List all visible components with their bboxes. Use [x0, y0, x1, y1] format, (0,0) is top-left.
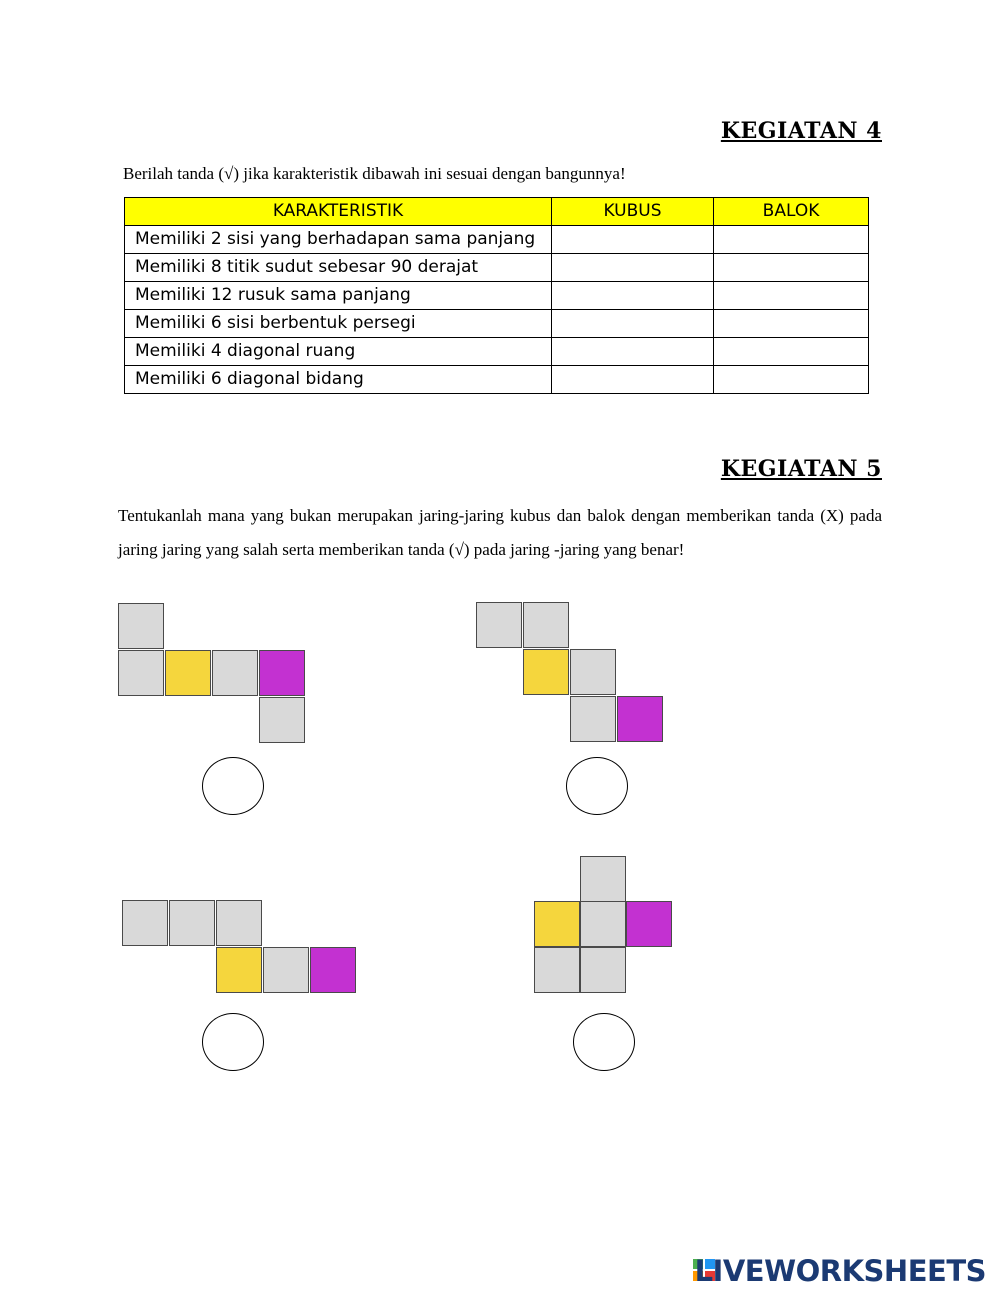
net-face	[580, 947, 626, 993]
net-face	[570, 696, 616, 742]
net-face	[118, 650, 164, 696]
table-row	[125, 310, 869, 338]
net-face	[165, 650, 211, 696]
net-face	[263, 947, 309, 993]
kegiatan-5-instruction: Tentukanlah mana yang bukan merupakan jaring-jaring kubus dan balok dengan memberikan tanda (X) pada jaring jaring yang salah serta memberikan tanda (√) pada jaring -jaring yang benar!	[118, 506, 882, 559]
header-kubus: KUBUS	[552, 198, 714, 226]
balok-check-cell[interactable]	[714, 282, 869, 310]
answer-circle-1[interactable]	[202, 757, 264, 815]
row-characteristic: Memiliki 12 rusuk sama panjang	[125, 282, 552, 310]
balok-check-cell[interactable]	[714, 310, 869, 338]
row-characteristic: Memiliki 6 diagonal bidang	[125, 366, 552, 394]
net-face	[122, 900, 168, 946]
kubus-check-cell[interactable]	[552, 338, 714, 366]
net-face	[617, 696, 663, 742]
kubus-check-cell[interactable]	[552, 226, 714, 254]
header-balok: BALOK	[714, 198, 869, 226]
net-face	[169, 900, 215, 946]
net-face	[310, 947, 356, 993]
table-header-row	[125, 198, 869, 226]
net-face	[259, 697, 305, 743]
answer-circle-3[interactable]	[202, 1013, 264, 1071]
row-characteristic: Memiliki 4 diagonal ruang	[125, 338, 552, 366]
row-characteristic: Memiliki 2 sisi yang berhadapan sama panjang	[125, 226, 552, 254]
table-row	[125, 366, 869, 394]
characteristics-table	[124, 197, 869, 394]
table-row	[125, 226, 869, 254]
kegiatan-5-title: KEGIATAN 5	[720, 456, 882, 482]
net-face	[476, 602, 522, 648]
net-face	[523, 649, 569, 695]
net-face	[626, 901, 672, 947]
header-karakteristik: KARAKTERISTIK	[125, 198, 552, 226]
row-characteristic: Memiliki 8 titik sudut sebesar 90 derajat	[125, 254, 552, 282]
kegiatan-4-instruction: Berilah tanda (√) jika karakteristik dibawah ini sesuai dengan bangunnya!	[123, 164, 626, 183]
net-face	[534, 901, 580, 947]
balok-check-cell[interactable]	[714, 254, 869, 282]
kegiatan-4-title: KEGIATAN 4	[720, 118, 882, 144]
net-face	[216, 900, 262, 946]
kubus-check-cell[interactable]	[552, 310, 714, 338]
net-face	[534, 947, 580, 993]
net-face	[216, 947, 262, 993]
balok-check-cell[interactable]	[714, 226, 869, 254]
table-row	[125, 254, 869, 282]
balok-check-cell[interactable]	[714, 366, 869, 394]
net-face	[580, 856, 626, 902]
net-face	[523, 602, 569, 648]
answer-circle-4[interactable]	[573, 1013, 635, 1071]
net-face	[570, 649, 616, 695]
liveworksheets-brand[interactable]: LIVEWORKSHEETS	[694, 1254, 986, 1288]
kubus-check-cell[interactable]	[552, 282, 714, 310]
net-face	[212, 650, 258, 696]
net-face	[118, 603, 164, 649]
table-row	[125, 282, 869, 310]
kubus-check-cell[interactable]	[552, 366, 714, 394]
net-face	[580, 901, 626, 947]
kubus-check-cell[interactable]	[552, 254, 714, 282]
answer-circle-2[interactable]	[566, 757, 628, 815]
table-row	[125, 338, 869, 366]
balok-check-cell[interactable]	[714, 338, 869, 366]
net-face	[259, 650, 305, 696]
row-characteristic: Memiliki 6 sisi berbentuk persegi	[125, 310, 552, 338]
